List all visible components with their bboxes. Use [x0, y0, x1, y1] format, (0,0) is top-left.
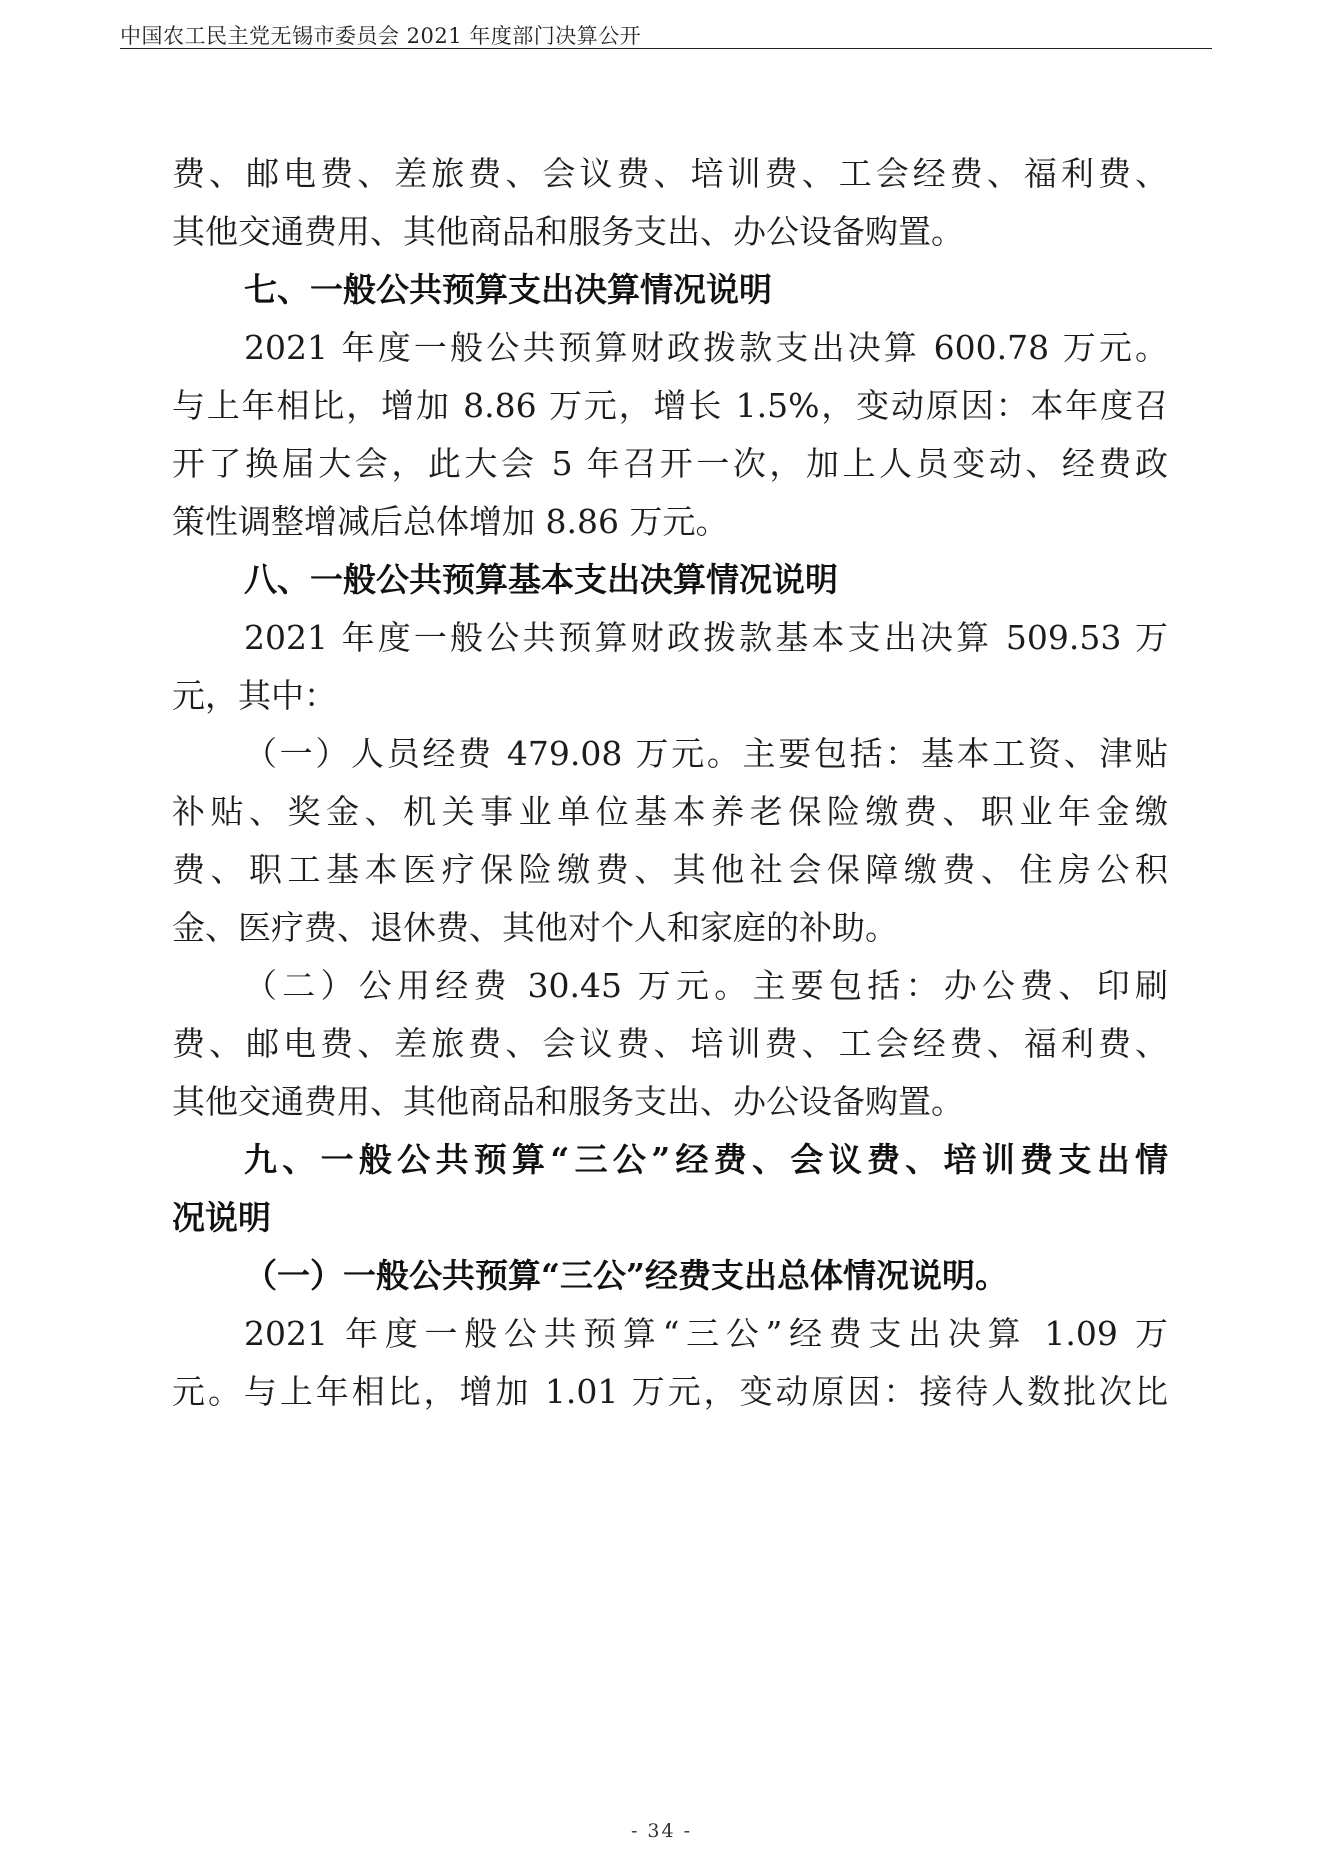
- section-heading-8: 八、一般公共预算基本支出决算情况说明: [244, 560, 838, 599]
- body-line: 费、邮电费、差旅费、会议费、培训费、工会经费、福利费、: [172, 1024, 1168, 1063]
- subsection-heading: （一）一般公共预算“三公”经费支出总体情况说明。: [244, 1256, 1008, 1295]
- header-title: 中国农工民主党无锡市委员会 2021 年度部门决算公开: [120, 24, 642, 48]
- section-heading-9-cont: 况说明: [172, 1198, 271, 1237]
- body-line: 策性调整增减后总体增加 8.86 万元。: [172, 502, 729, 541]
- subsection-personnel: （一）人员经费 479.08 万元。主要包括：基本工资、津贴: [244, 734, 1168, 773]
- body-line: 元，其中：: [172, 676, 337, 715]
- body-line: 2021 年度一般公共预算财政拨款基本支出决算 509.53 万: [244, 618, 1168, 657]
- body-line: 2021 年度一般公共预算财政拨款支出决算 600.78 万元。: [244, 328, 1168, 367]
- section-heading-9: 九、一般公共预算“三公”经费、会议费、培训费支出情: [244, 1140, 1168, 1179]
- section-heading-7: 七、一般公共预算支出决算情况说明: [244, 270, 772, 309]
- body-line: 费、邮电费、差旅费、会议费、培训费、工会经费、福利费、: [172, 154, 1168, 193]
- body-line: 元。与上年相比，增加 1.01 万元，变动原因：接待人数批次比: [172, 1372, 1168, 1411]
- body-line: 其他交通费用、其他商品和服务支出、办公设备购置。: [172, 1082, 964, 1121]
- body-line: 开了换届大会，此大会 5 年召开一次，加上人员变动、经费政: [172, 444, 1168, 483]
- body-line: 金、医疗费、退休费、其他对个人和家庭的补助。: [172, 908, 898, 947]
- subsection-public: （二）公用经费 30.45 万元。主要包括：办公费、印刷: [244, 966, 1168, 1005]
- page-number: - 34 -: [630, 1820, 693, 1842]
- body-line: 与上年相比，增加 8.86 万元，增长 1.5%，变动原因：本年度召: [172, 386, 1168, 425]
- body-line: 其他交通费用、其他商品和服务支出、办公设备购置。: [172, 212, 964, 251]
- body-line: 费、职工基本医疗保险缴费、其他社会保障缴费、住房公积: [172, 850, 1168, 889]
- body-line: 2021 年度一般公共预算“三公”经费支出决算 1.09 万: [244, 1314, 1168, 1353]
- page-header: [120, 16, 1212, 49]
- body-line: 补贴、奖金、机关事业单位基本养老保险缴费、职业年金缴: [172, 792, 1168, 831]
